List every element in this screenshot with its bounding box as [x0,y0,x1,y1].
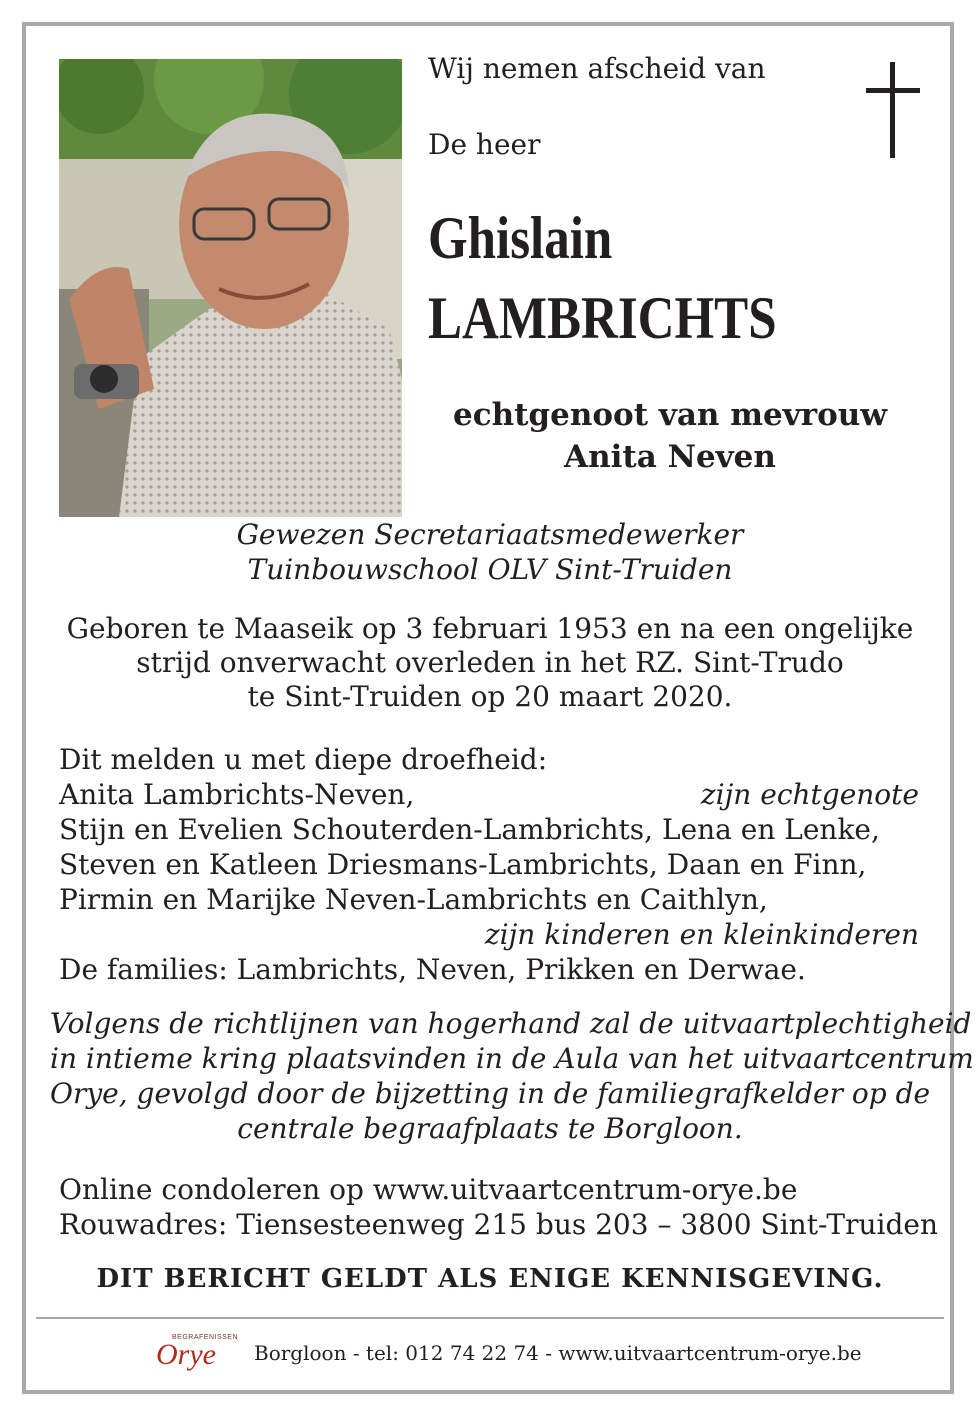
last-name: LAMBRICHTS [428,285,777,351]
online-condolence: Online condoleren op www.uitvaartcentrum-orye.be [59,1173,798,1206]
occupation-line-2: Tuinbouwschool OLV Sint-Truiden [247,553,733,586]
logo-wordmark: Orye [156,1338,216,1371]
mourner-family-3: Pirmin en Marijke Neven-Lambrichts en Caithlyn, [59,883,768,916]
mourners-intro: Dit melden u met diepe droefheid: [59,743,548,776]
occupation-line-1: Gewezen Secretariaatsmedewerker [236,518,744,551]
orye-logo [152,1334,239,1374]
footer-contact: Borgloon - tel: 012 74 22 74 - www.uitvaartcentrum-orye.be [254,1341,862,1365]
birth-line-1: Geboren te Maaseik op 3 februari 1953 en na een ongelijke [66,612,914,645]
spouse-line-1: echtgenoot van mevrouw [452,397,888,433]
mourner-spouse-role: zijn echtgenote [700,778,919,811]
intro-text: Wij nemen afscheid van [428,52,766,85]
spouse-block [410,394,930,478]
notice-text: DIT BERICHT GELDT ALS ENIGE KENNISGEVING. [96,1264,884,1294]
ceremony-line-4: centrale begraafplaats te Borgloon. [237,1112,743,1145]
honorific: De heer [428,128,541,161]
first-name: Ghislain [428,205,613,271]
ceremony-line-1: Volgens de richtlijnen van hogerhand zal de uitvaartplechtigheid [50,1007,972,1040]
spouse-line-2: Anita Neven [564,439,776,475]
birth-death-block [50,612,930,714]
mourner-families: De families: Lambrichts, Neven, Prikken en Derwae. [59,953,806,986]
birth-line-2: strijd onverwacht overleden in het RZ. Sint-Trudo [136,646,844,679]
mourner-spouse-name: Anita Lambrichts-Neven, [59,778,415,811]
mourner-family-2: Steven en Katleen Driesmans-Lambrichts, Daan en Finn, [59,848,867,881]
portrait-photo [59,59,402,517]
mourner-children-row [59,917,919,952]
mourner-family-1: Stijn en Evelien Schouterden-Lambrichts, Lena en Lenke, [59,813,880,846]
birth-line-3: te Sint-Truiden op 20 maart 2020. [247,680,733,713]
cross-icon [862,62,924,160]
mourners-block [59,742,919,987]
mourner-children-role: zijn kinderen en kleinkinderen [484,918,919,951]
ceremony-line-3: Orye, gevolgd door de bijzetting in de familiegrafkelder op de [50,1077,931,1110]
footer-divider [36,1317,944,1319]
logo-subtitle: BEGRAFENISSEN [172,1334,239,1341]
mourning-address: Rouwadres: Tiensesteenweg 215 bus 203 – 3800 Sint-Truiden [59,1208,938,1241]
occupation-block [50,517,930,587]
contact-block [59,1172,938,1242]
ceremony-block [50,1006,974,1146]
mourner-spouse-row [59,777,919,812]
ceremony-line-2: in intieme kring plaatsvinden in de Aula van het uitvaartcentrum [50,1042,974,1075]
